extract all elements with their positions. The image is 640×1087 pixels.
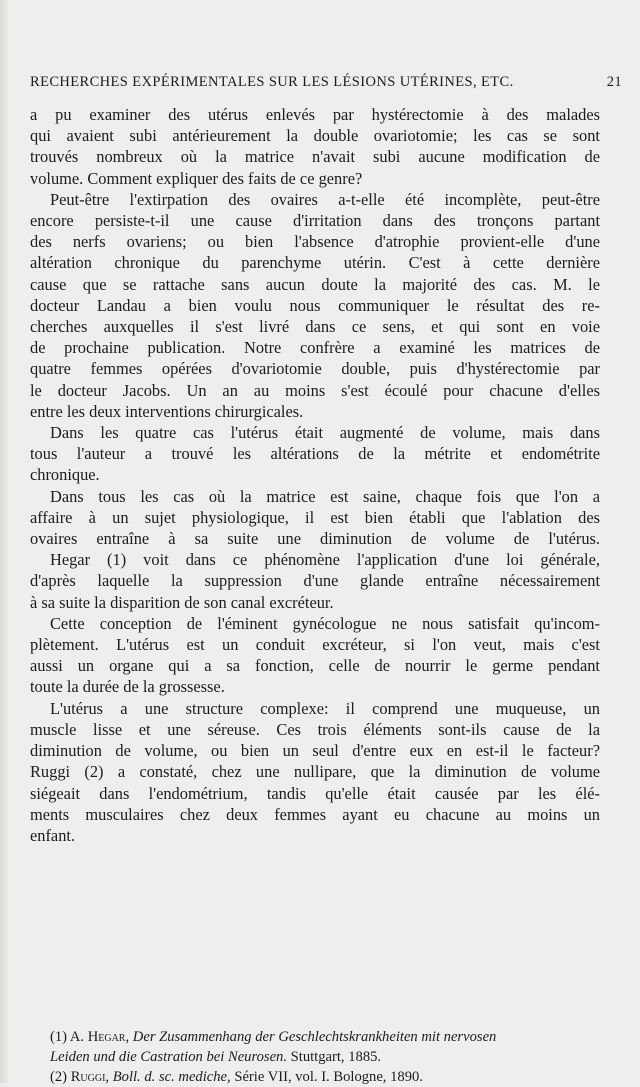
text-line: toute la durée de la grossesse. <box>30 677 225 697</box>
footnotes <box>30 1027 600 1087</box>
page-edge-shadow <box>0 0 10 1083</box>
footnote-publication: Série VII, vol. I. Bologne, 1890. <box>234 1069 423 1085</box>
text-line: cherches auxquelles il s'est livré dans ce sens, et qui sont en voie <box>30 317 600 337</box>
text-line: muscle lisse et une séreuse. Ces trois éléments sont-ils cause de la <box>30 719 600 739</box>
footnote-author: Hegar, <box>87 1029 130 1045</box>
text-line: chronique. <box>30 465 100 485</box>
footnote-marker: (2) <box>50 1069 68 1085</box>
page-number: 21 <box>606 74 622 90</box>
text-line: ments musculaires chez deux femmes ayant eu chacune au moins un <box>30 804 600 824</box>
text-line: volume. Comment expliquer des faits de ce genre? <box>30 168 363 188</box>
running-title: RECHERCHES EXPÉRIMENTALES SUR LES LÉSIONS UTÉRINES, ETC. <box>30 74 514 90</box>
text-line: diminution de volume, ou bien un seul d'entre eux en est-il le facteur? <box>30 741 600 761</box>
text-line: plètement. L'utérus est un conduit excréteur, si l'on veut, mais c'est <box>30 635 600 655</box>
text-line: Ruggi (2) a constaté, chez une nullipare, que la diminution de volume <box>30 762 600 782</box>
text-line: Hegar (1) voit dans ce phénomène l'application d'une loi générale, <box>50 550 600 570</box>
footnote-author: Ruggi, <box>70 1069 110 1085</box>
text-line: Dans les quatre cas l'utérus était augmenté de volume, mais dans <box>50 423 600 443</box>
footnote-journal: Boll. d. sc. mediche, <box>112 1069 231 1085</box>
body-text <box>30 104 600 846</box>
text-line: tous l'auteur a trouvé les altérations de la métrite et endométrite <box>30 444 600 464</box>
text-line: Dans tous les cas où la matrice est saine, chaque fois que l'on a <box>50 486 600 506</box>
text-line: entre les deux interventions chirurgicales. <box>30 401 304 421</box>
footnote-1 <box>30 1027 600 1067</box>
text-line: quatre femmes opérées d'ovariotomie double, puis d'hystérectomie par <box>30 359 600 379</box>
text-line: encore persiste-t-il une cause d'irritation dans des tronçons partant <box>30 211 600 231</box>
footnote-title: Der Zusammenhang der Geschlechtskrankheiten mit nervosen <box>132 1029 497 1045</box>
text-line: ovaires entraîne à sa suite une diminution de volume de l'utérus. <box>30 529 600 549</box>
text-line: d'après laquelle la suppression d'une glande entraîne nécessairement <box>30 571 600 591</box>
running-header <box>30 74 622 94</box>
text-line: Cette conception de l'éminent gynécologue ne nous satisfait qu'incom- <box>50 613 600 633</box>
text-line: affaire à un sujet physiologique, il est bien établi que l'ablation des <box>30 507 600 527</box>
text-line: siégeait dans l'endométrium, tandis qu'elle était causée par les élé- <box>30 783 600 803</box>
text-line: altération chronique du parenchyme utérin. C'est à cette dernière <box>30 253 600 273</box>
text-line: des nerfs ovariens; ou bien l'absence d'atrophie provient-elle d'une <box>30 232 600 252</box>
text-line: enfant. <box>30 825 76 845</box>
text-line: le docteur Jacobs. Un an au moins s'est écoulé pour chacune d'elles <box>30 380 600 400</box>
text-line: à sa suite la disparition de son canal excréteur. <box>30 592 334 612</box>
text-line: qui avaient subi antérieurement la double ovariotomie; les cas se sont <box>30 126 600 146</box>
text-line: L'utérus a une structure complexe: il comprend une muqueuse, un <box>50 698 600 718</box>
text-line: docteur Landau a bien voulu nous communiquer le résultat des re- <box>30 295 600 315</box>
text-line: cause que se rattache sans aucun doute la majorité des cas. M. le <box>30 274 600 294</box>
footnote-title-cont: Leiden und die Castration bei Neurosen. <box>50 1049 287 1065</box>
footnote-marker: (1) A. <box>50 1029 85 1045</box>
text-line: Peut-être l'extirpation des ovaires a-t-elle été incomplète, peut-être <box>50 189 600 209</box>
footnote-publication: Stuttgart, 1885. <box>290 1049 382 1065</box>
footnote-2 <box>30 1067 600 1087</box>
text-line: aussi un organe qui a sa fonction, celle de nourrir le germe pendant <box>30 656 600 676</box>
text-line: de prochaine publication. Notre confrère a examiné les matrices de <box>30 338 600 358</box>
text-line: a pu examiner des utérus enlevés par hystérectomie à des malades <box>30 105 600 124</box>
text-line: trouvés nombreux où la matrice n'avait subi aucune modification de <box>30 147 600 167</box>
